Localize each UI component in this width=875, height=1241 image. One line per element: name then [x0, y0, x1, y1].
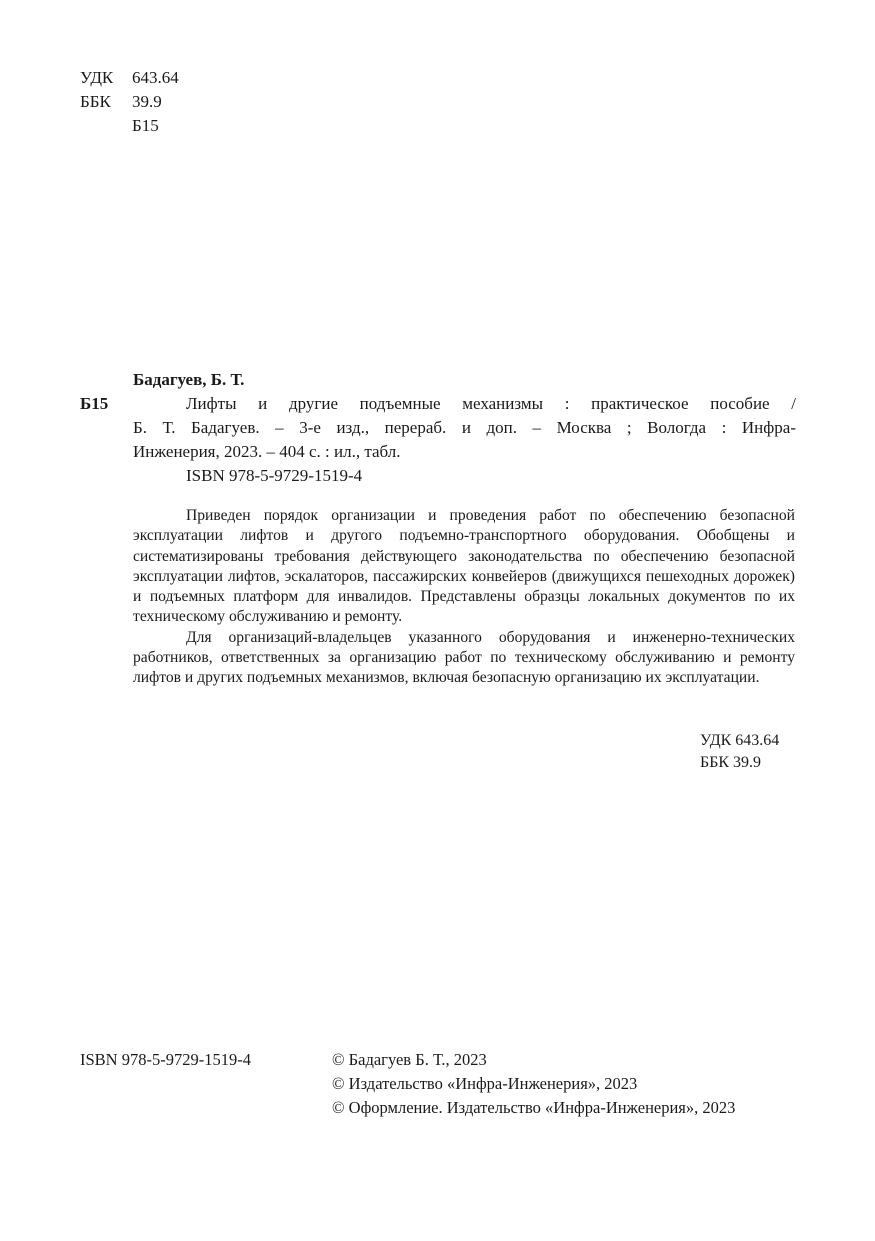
- udk-value: 643.64: [132, 68, 179, 87]
- bbk-value: 39.9: [132, 92, 162, 111]
- bbk-label: ББК: [80, 92, 111, 111]
- annotation: [133, 506, 795, 689]
- annotation-paragraph: Для организаций-владельцев указанного оборудования и инженерно-технических работников, ответственных за организацию работ по техническому обслуживанию и ремонту лифтов и других подъемных механизмов, включая безопасную организацию их эксплуатации.: [133, 628, 795, 687]
- bottom-udk: УДК 643.64: [700, 732, 780, 749]
- top-classification: [80, 66, 179, 138]
- bibliographic-description: [133, 392, 796, 464]
- udk-row: [80, 66, 179, 90]
- copyright-line: © Издательство «Инфра-Инженерия», 2023: [332, 1074, 638, 1093]
- bottom-classification: [700, 730, 779, 774]
- bbk-row: [80, 90, 179, 114]
- annotation-paragraph: Приведен порядок организации и проведения работ по обеспечению безопасной эксплуатации лифтов и другого подъемно-транспортного оборудования. Обобщены и систематизированы требования действующего законодательства по обеспечению безопасной эксплуатации лифтов, эскалаторов, пассажирских конвейеров (движущихся пешеходных дорожек) и подъемных платформ для инвалидов. Представлены образцы локальных документов по их техническому обслуживанию и ремонту.: [133, 507, 795, 626]
- copyright-block: [332, 1048, 735, 1120]
- biblio-line: Б. Т. Бадагуев. – 3-е изд., перераб. и доп. – Москва ; Вологда : Инфра-: [133, 418, 796, 437]
- copyright-line: © Оформление. Издательство «Инфра-Инженерия», 2023: [332, 1098, 736, 1117]
- entry-isbn: ISBN 978-5-9729-1519-4: [186, 466, 363, 485]
- entry-code: Б15: [80, 394, 109, 413]
- copyright-line: © Бадагуев Б. Т., 2023: [332, 1050, 487, 1069]
- bottom-bbk: ББК 39.9: [700, 754, 762, 771]
- entry-author: Бадагуев, Б. Т.: [133, 370, 245, 389]
- footer-isbn: ISBN 978-5-9729-1519-4: [80, 1050, 251, 1069]
- author-mark: Б15: [132, 116, 159, 135]
- biblio-line: Лифты и другие подъемные механизмы : практическое пособие /: [186, 394, 796, 413]
- udk-label: УДК: [80, 68, 114, 87]
- biblio-line: Инженерия, 2023. – 404 с. : ил., табл.: [133, 442, 401, 461]
- author-mark-row: [80, 114, 179, 138]
